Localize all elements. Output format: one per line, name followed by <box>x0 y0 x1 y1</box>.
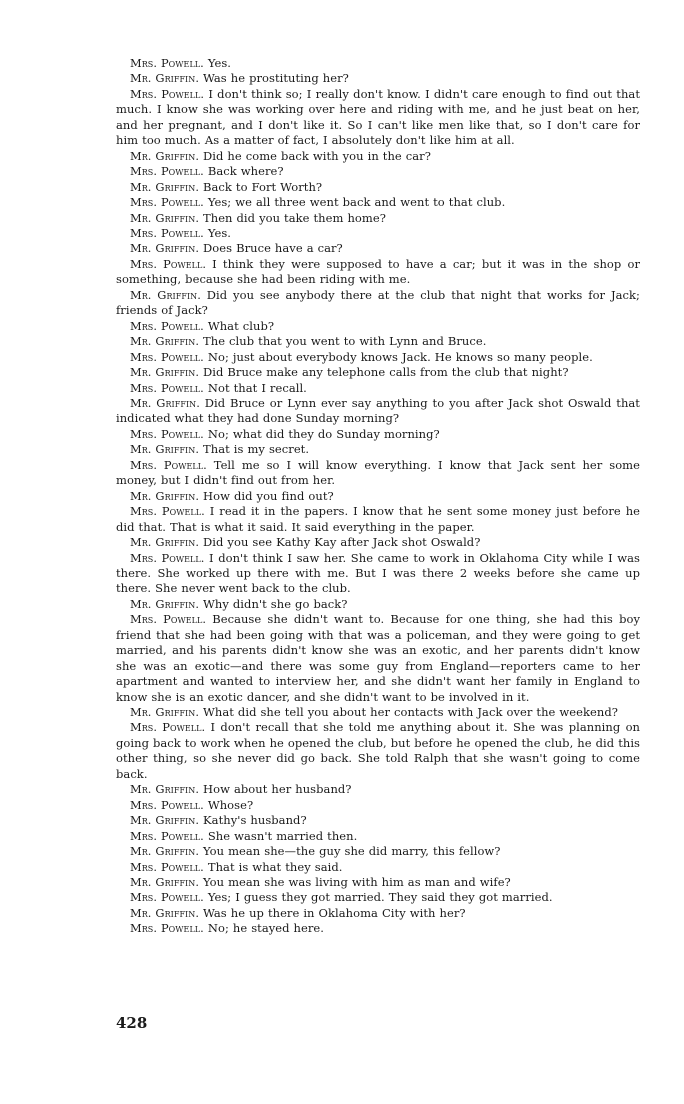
speaker-name: Mrs. Powell. <box>130 225 204 240</box>
testimony-paragraph <box>116 875 640 890</box>
testimony-paragraph <box>116 829 640 844</box>
testimony-paragraph <box>116 211 640 226</box>
utterance-text: Why didn't she go back? <box>203 596 348 611</box>
testimony-paragraph <box>116 164 640 179</box>
speaker-name: Mr. Griffin. <box>130 844 199 859</box>
utterance-text: Whose? <box>207 797 254 812</box>
utterance-text: Tell me so I will know everything. I know that Jack sent her some money, but I didn't find out from her. <box>116 457 640 488</box>
testimony-paragraph <box>116 350 640 365</box>
speaker-name: Mr. Griffin. <box>130 488 199 503</box>
speaker-name: Mr. Griffin. <box>130 442 199 457</box>
testimony-paragraph <box>116 427 640 442</box>
utterance-text: Yes. <box>207 225 232 240</box>
utterance-text: I don't think so; I really don't know. I didn't care enough to find out that much. I know she was working over here and riding with me, and he just beat on her, and her pregnant, and I don't like it. So I can't like men like that, so I don't care for him too much. As a matter of fact, I absolutely don't like him at all. <box>116 86 640 148</box>
speaker-name: Mrs. Powell. <box>130 720 206 735</box>
utterance-text: Was he prostituting her? <box>203 71 349 86</box>
utterance-text: Kathy's husband? <box>203 813 307 828</box>
speaker-name: Mr. Griffin. <box>130 813 199 828</box>
testimony-paragraph <box>116 535 640 550</box>
speaker-name: Mr. Griffin. <box>130 875 199 890</box>
utterance-text: I think they were supposed to have a car; but it was in the shop or something, because she had been riding with me. <box>116 256 640 287</box>
speaker-name: Mr. Griffin. <box>130 71 199 86</box>
utterance-text: You mean she—the guy she did marry, this fellow? <box>203 844 501 859</box>
speaker-name: Mrs. Powell. <box>130 195 204 210</box>
utterance-text: Back to Fort Worth? <box>203 179 323 194</box>
utterance-text: I read it in the papers. I know that he sent some money just before he did that. That is what it said. It said everything in the paper. <box>116 504 641 534</box>
speaker-name: Mrs. Powell. <box>130 380 204 395</box>
utterance-text: How did you find out? <box>203 488 334 503</box>
utterance-text: Back where? <box>207 164 284 179</box>
testimony-paragraph <box>116 319 640 334</box>
speaker-name: Mrs. Powell. <box>130 797 204 812</box>
speaker-name: Mr. Griffin. <box>130 596 199 611</box>
speaker-name: Mrs. Powell. <box>130 921 204 936</box>
testimony-paragraph <box>116 906 640 921</box>
utterance-text: No; what did they do Sunday morning? <box>207 426 440 441</box>
speaker-name: Mrs. Powell. <box>130 859 204 874</box>
testimony-paragraph <box>116 504 640 535</box>
testimony-paragraph <box>116 56 640 71</box>
speaker-name: Mr. Griffin. <box>130 179 199 194</box>
speaker-name: Mr. Griffin. <box>130 334 199 349</box>
speaker-name: Mrs. Powell. <box>130 550 205 565</box>
testimony-paragraph <box>116 257 640 288</box>
utterance-text: The club that you went to with Lynn and Bruce. <box>203 334 487 349</box>
utterance-text: She wasn't married then. <box>207 828 358 843</box>
speaker-name: Mr. Griffin. <box>130 905 199 920</box>
testimony-paragraph <box>116 813 640 828</box>
testimony-paragraph <box>116 334 640 349</box>
speaker-name: Mrs. Powell. <box>130 56 204 70</box>
speaker-name: Mr. Griffin. <box>130 241 199 256</box>
utterance-text: What did she tell you about her contacts with Jack over the weekend? <box>203 705 618 720</box>
testimony-paragraph <box>116 241 640 256</box>
utterance-text: Not that I recall. <box>207 380 307 395</box>
testimony-paragraph <box>116 782 640 797</box>
testimony-paragraph <box>116 551 640 597</box>
utterance-text: How about her husband? <box>203 782 352 797</box>
testimony-paragraph <box>116 288 640 319</box>
utterance-text: You mean she was living with him as man and wife? <box>203 875 511 890</box>
speaker-name: Mr. Griffin. <box>130 287 201 302</box>
utterance-text: Yes; we all three went back and went to that club. <box>207 195 506 210</box>
utterance-text: No; just about everybody knows Jack. He knows so many people. <box>207 349 593 364</box>
speaker-name: Mr. Griffin. <box>130 365 199 380</box>
testimony-paragraph <box>116 890 640 905</box>
speaker-name: Mr. Griffin. <box>130 535 199 550</box>
speaker-name: Mrs. Powell. <box>130 164 204 179</box>
testimony-paragraph <box>116 458 640 489</box>
transcript-body <box>116 56 640 937</box>
speaker-name: Mr. Griffin. <box>130 148 199 163</box>
testimony-paragraph <box>116 612 640 705</box>
testimony-paragraph <box>116 798 640 813</box>
speaker-name: Mrs. Powell. <box>130 457 207 472</box>
testimony-paragraph <box>116 597 640 612</box>
testimony-paragraph <box>116 705 640 720</box>
testimony-paragraph <box>116 149 640 164</box>
speaker-name: Mrs. Powell. <box>130 318 204 333</box>
speaker-name: Mrs. Powell. <box>130 86 205 101</box>
testimony-paragraph <box>116 720 640 782</box>
testimony-paragraph <box>116 844 640 859</box>
testimony-paragraph <box>116 442 640 457</box>
speaker-name: Mrs. Powell. <box>130 504 205 519</box>
utterance-text: Did Bruce make any telephone calls from the club that night? <box>203 365 569 380</box>
speaker-name: Mr. Griffin. <box>130 782 199 797</box>
utterance-text: Did he come back with you in the car? <box>203 148 431 163</box>
speaker-name: Mr. Griffin. <box>130 395 200 410</box>
speaker-name: Mrs. Powell. <box>130 256 206 271</box>
speaker-name: Mrs. Powell. <box>130 612 207 627</box>
speaker-name: Mrs. Powell. <box>130 349 204 364</box>
testimony-paragraph <box>116 365 640 380</box>
testimony-paragraph <box>116 180 640 195</box>
speaker-name: Mr. Griffin. <box>130 210 199 225</box>
testimony-paragraph <box>116 860 640 875</box>
utterance-text: Did Bruce or Lynn ever say anything to you after Jack shot Oswald that indicated what they had done Sunday morning? <box>116 395 640 426</box>
utterance-text: Yes; I guess they got married. They said they got married. <box>207 890 553 905</box>
testimony-paragraph <box>116 381 640 396</box>
testimony-paragraph <box>116 195 640 210</box>
testimony-paragraph <box>116 87 640 149</box>
utterance-text: Yes. <box>207 56 232 70</box>
speaker-name: Mr. Griffin. <box>130 705 199 720</box>
testimony-paragraph <box>116 396 640 427</box>
speaker-name: Mrs. Powell. <box>130 426 204 441</box>
utterance-text: That is what they said. <box>207 859 343 874</box>
utterance-text: Did you see anybody there at the club that night that works for Jack; friends of Jack? <box>116 287 640 318</box>
utterance-text: Did you see Kathy Kay after Jack shot Oswald? <box>203 535 481 550</box>
utterance-text: Because she didn't want to. Because for one thing, she had this boy friend that she had been going with that was a policeman, and they were going to get married, and his parents didn't know she was an exotic, and her parents didn't know she was an exotic—and there was some guy from England—reporters came to her apartment and wanted to interview her, and she didn't want her family in England to know she is an exotic dancer, and she didn't want to be involved in it. <box>116 612 640 704</box>
testimony-paragraph <box>116 71 640 86</box>
utterance-text: I don't recall that she told me anything about it. She was planning on going back to work when he opened the club, but before he opened the club, he did this other thing, so she never did go back. She told Ralph that she wasn't going to come back. <box>116 720 640 781</box>
utterance-text: Does Bruce have a car? <box>203 241 343 256</box>
utterance-text: Then did you take them home? <box>203 210 386 225</box>
utterance-text: What club? <box>207 318 275 333</box>
testimony-paragraph <box>116 921 640 936</box>
testimony-paragraph <box>116 489 640 504</box>
utterance-text: No; he stayed here. <box>207 921 324 936</box>
page-number: 428 <box>116 1014 148 1032</box>
utterance-text: That is my secret. <box>203 442 310 457</box>
utterance-text: I don't think I saw her. She came to work in Oklahoma City while I was there. She worked up there with me. But I was there 2 weeks before she came up there. She never went back to the club. <box>116 550 640 596</box>
speaker-name: Mrs. Powell. <box>130 890 204 905</box>
utterance-text: Was he up there in Oklahoma City with her? <box>203 905 466 920</box>
testimony-paragraph <box>116 226 640 241</box>
speaker-name: Mrs. Powell. <box>130 828 204 843</box>
